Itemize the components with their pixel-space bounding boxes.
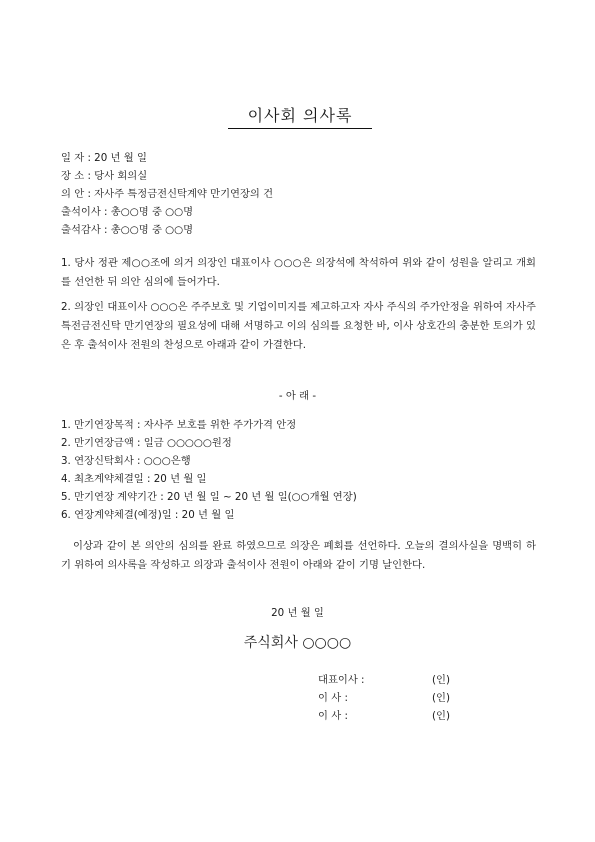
list-item: 6. 연장계약체결(예정)일 : 20 년 월 일 (61, 509, 235, 521)
directors-attendance: 출석이사 : 총○○명 중 ○○명 (61, 206, 194, 218)
company-name: 주식회사 ○○○○ (243, 635, 352, 651)
meeting-agenda: 의 안 : 자사주 특정금전신탁계약 만기연장의 건 (61, 188, 274, 200)
document-title: 이사회 의사록 (247, 106, 353, 125)
list-item: 2. 만기연장금액 : 일금 ○○○○○원정 (61, 437, 232, 449)
seal-mark: (인) (432, 710, 450, 722)
paragraph-opening: 1. 당사 정관 제○○조에 의거 의장인 대표이사 ○○○은 의장석에 착석하여 위와 같이 성원을 알리고 개회를 선언한 뒤 의안 심의에 들어가다. (61, 257, 536, 288)
seal-mark: (인) (432, 692, 450, 704)
list-item: 1. 만기연장목적 : 자사주 보호를 위한 주가가격 안정 (61, 419, 297, 431)
meeting-date: 일 자 : 20 년 월 일 (61, 152, 147, 164)
signature-role-ceo: 대표이사 : (318, 674, 365, 686)
meeting-place: 장 소 : 당사 회의실 (61, 170, 148, 182)
signature-role-director: 이 사 : (318, 692, 348, 704)
seal-mark: (인) (432, 674, 450, 686)
notice-heading: - 아 래 - (278, 390, 317, 402)
list-item: 5. 만기연장 계약기간 : 20 년 월 일 ~ 20 년 월 일(○○개월 연장) (61, 491, 357, 503)
list-item: 3. 연장신탁회사 : ○○○은행 (61, 455, 191, 467)
auditors-attendance: 출석감사 : 총○○명 중 ○○명 (61, 224, 194, 236)
paragraph-resolution: 2. 의장인 대표이사 ○○○은 주주보호 및 기업이미지를 제고하고자 자사 주식의 주가안정을 위하여 자사주 특전금전신탁 만기연장의 필요성에 대해 서명하고 이의 심의를 요청한 바, 이사 상호간의 충분한 토의가 있은 후 출석이사 전원의 찬성으로 아래과 같이 가결한다. (61, 301, 536, 351)
list-item: 4. 최초계약체결일 : 20 년 월 일 (61, 473, 207, 485)
signing-date: 20 년 월 일 (271, 607, 324, 619)
closing-paragraph: 이상과 같이 본 의안의 심의를 완료 하였으므로 의장은 폐회를 선언하다. 오늘의 결의사실을 명백히 하기 위하여 의사록을 작성하고 의장과 출석이사 전원이 아래와 같이 기명 날인한다. (61, 540, 536, 571)
title-underline (228, 128, 372, 129)
signature-role-director: 이 사 : (318, 710, 348, 722)
